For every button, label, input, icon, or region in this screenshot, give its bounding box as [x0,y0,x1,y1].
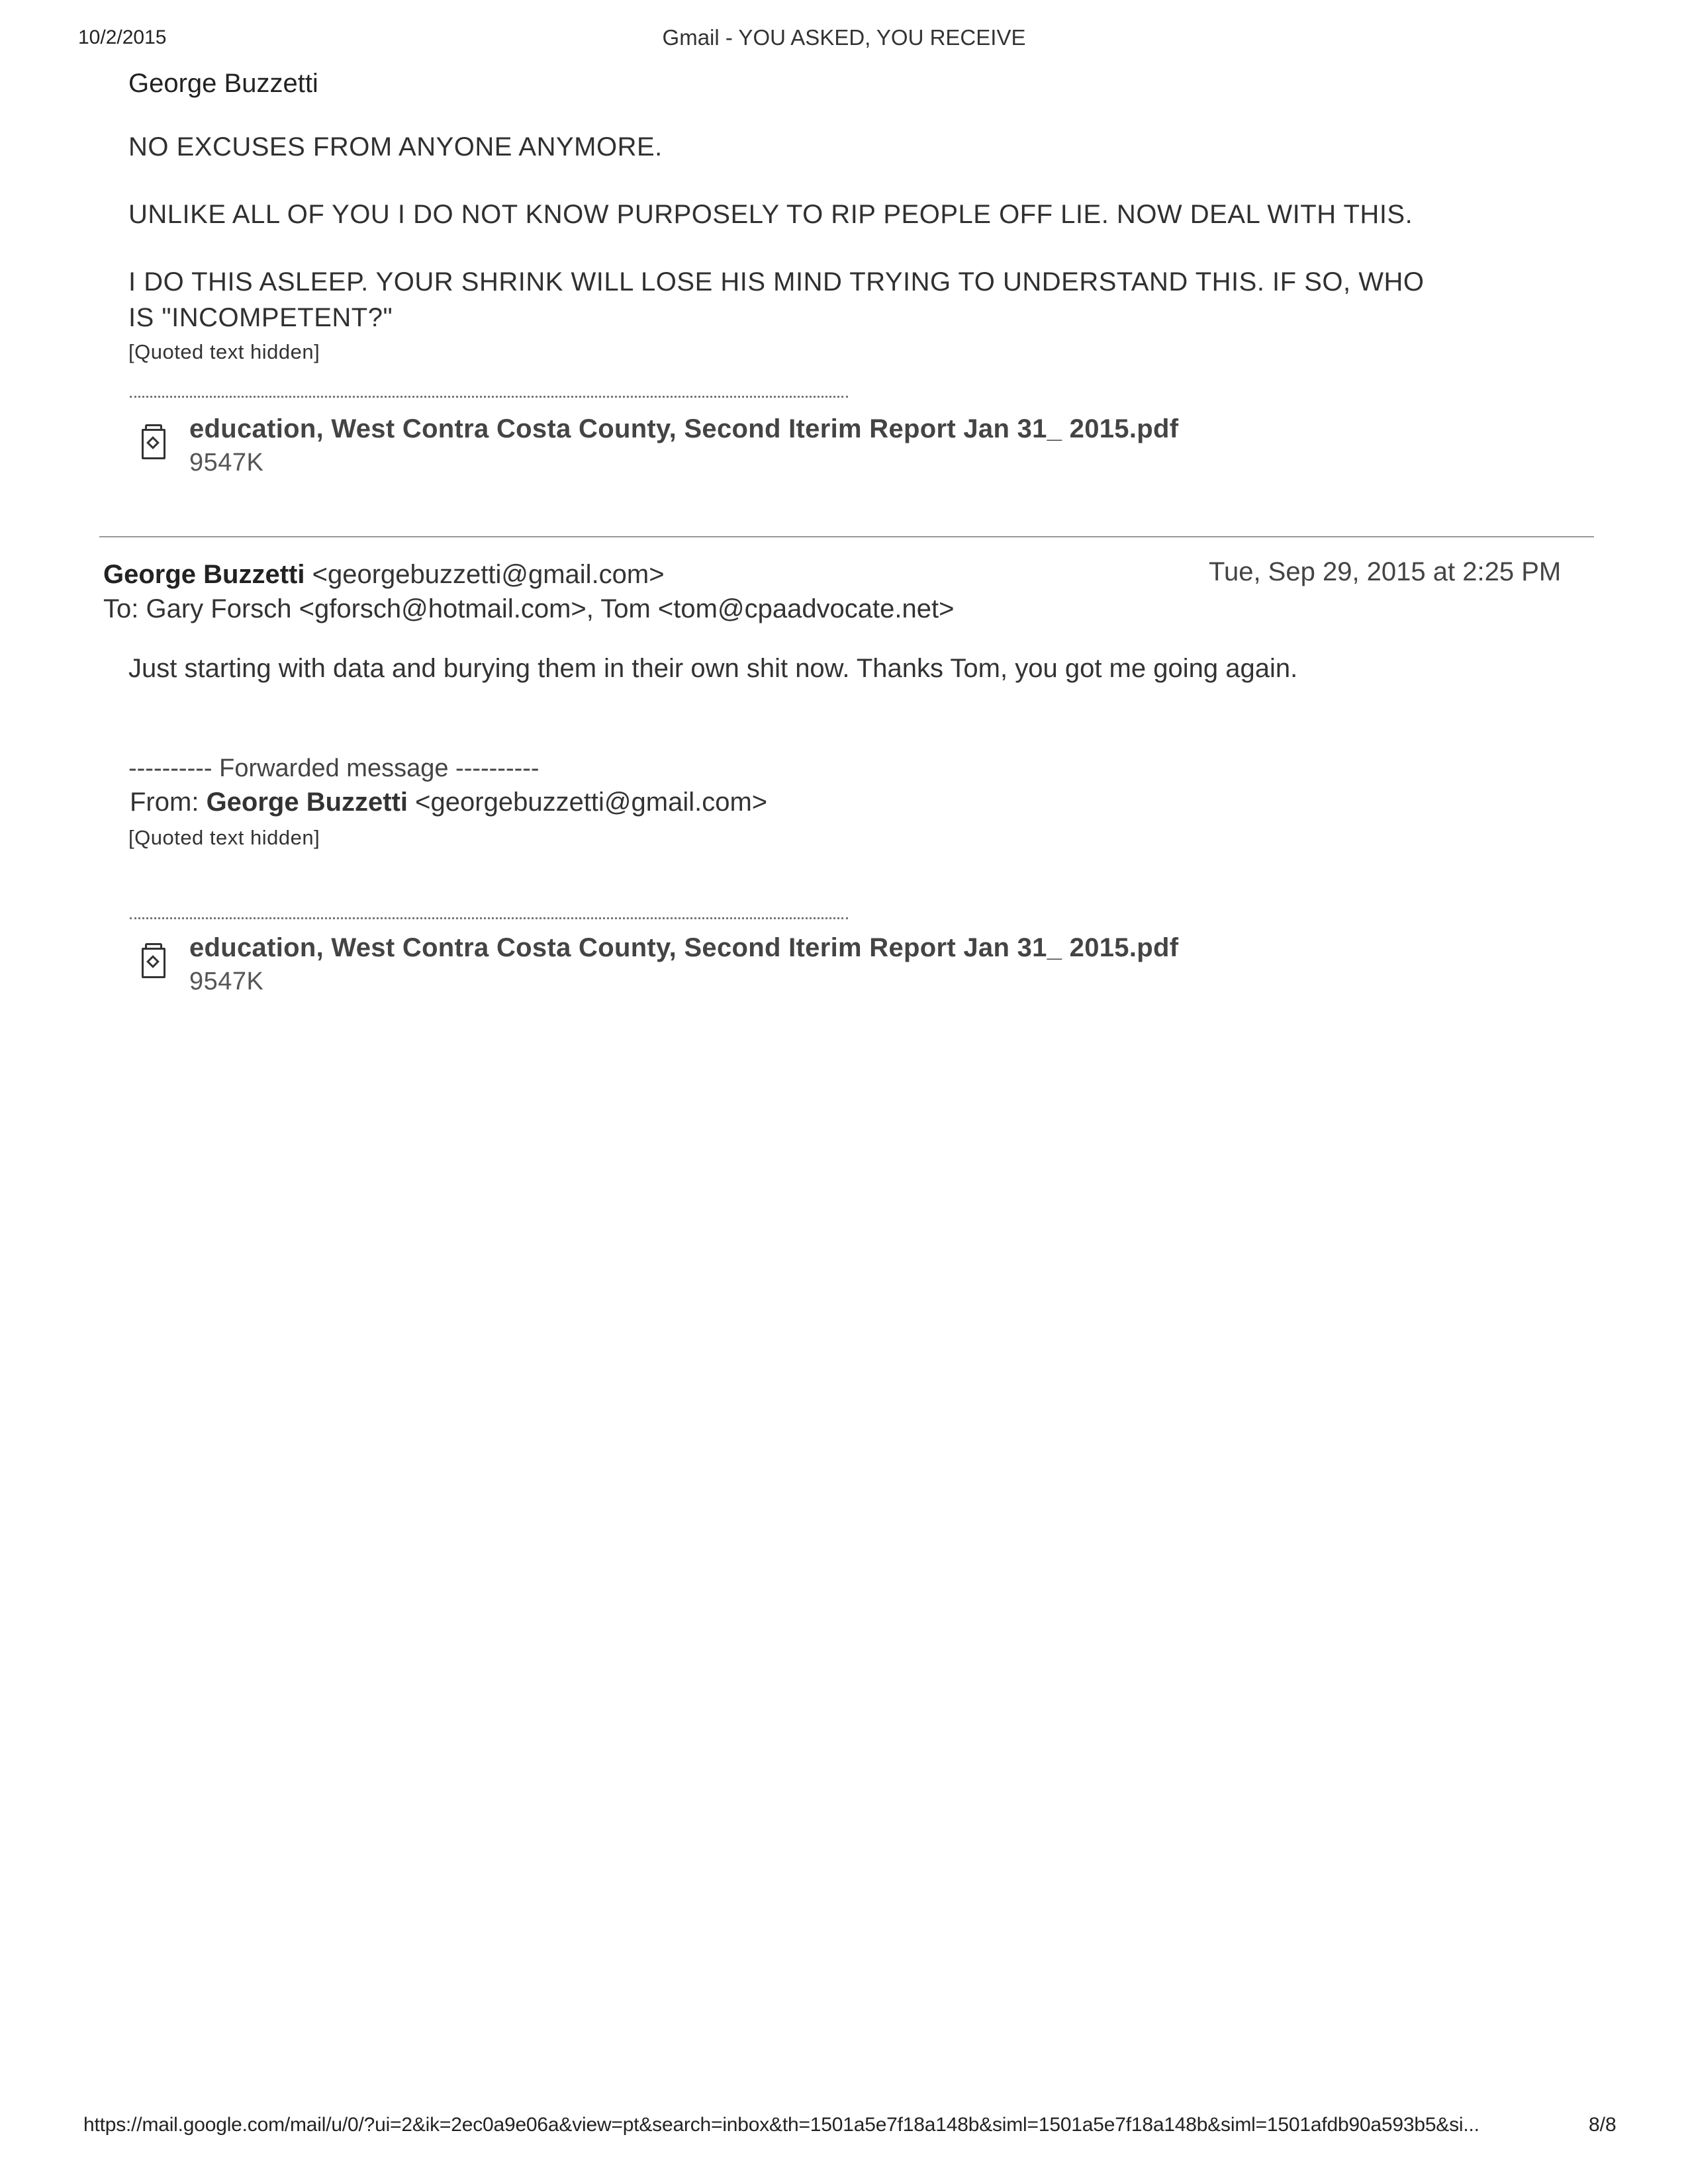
message-body: Just starting with data and burying them in their own shit now. Thanks Tom, you got me going again. [128,654,1298,683]
footer-url: https://mail.google.com/mail/u/0/?ui=2&ik=2ec0a9e06a&view=pt&search=inbox&th=1501a5e7f18a148b&siml=1501a5e7f18a148b&siml=1501afdb90a593b5&si... [83,2114,1479,2136]
message-line: NO EXCUSES FROM ANYONE ANYMORE. [128,132,663,161]
message-line: I DO THIS ASLEEP. YOUR SHRINK WILL LOSE HIS MIND TRYING TO UNDERSTAND THIS. IF SO, WHO [128,267,1425,296]
forwarded-header: ---------- Forwarded message ---------- [128,754,539,782]
forwarded-from [130,788,767,817]
from-name: George Buzzetti [103,560,305,589]
message-divider [99,536,1594,537]
page-number: 8/8 [1589,2114,1617,2136]
pdf-attachment-icon [142,429,165,459]
attachment-size: 9547K [189,968,264,995]
attachment-name[interactable]: education, West Contra Costa County, Second Iterim Report Jan 31_ 2015.pdf [189,414,1179,443]
forwarded-from-email: <georgebuzzetti@gmail.com> [415,788,768,817]
message-line: UNLIKE ALL OF YOU I DO NOT KNOW PURPOSELY TO RIP PEOPLE OFF LIE. NOW DEAL WITH THIS. [128,200,1413,229]
print-title: Gmail - YOU ASKED, YOU RECEIVE [662,25,1026,50]
message-from [103,560,665,590]
message-date: Tue, Sep 29, 2015 at 2:25 PM [1209,557,1562,586]
sender-name: George Buzzetti [128,69,318,98]
quoted-text-toggle[interactable]: [Quoted text hidden] [128,826,320,849]
message-to: To: Gary Forsch <gforsch@hotmail.com>, Tom <tom@cpaadvocate.net> [103,594,955,623]
print-date: 10/2/2015 [78,26,167,48]
forwarded-from-label: From: [130,788,199,817]
from-email: <georgebuzzetti@gmail.com> [312,560,665,589]
message-line: IS "INCOMPETENT?" [128,303,393,332]
pdf-attachment-icon [142,948,165,978]
attachment-divider [130,396,848,398]
forwarded-from-name: George Buzzetti [206,788,408,817]
quoted-text-toggle[interactable]: [Quoted text hidden] [128,340,320,363]
attachment-name[interactable]: education, West Contra Costa County, Second Iterim Report Jan 31_ 2015.pdf [189,933,1179,962]
attachment-size: 9547K [189,449,264,477]
attachment-divider [130,917,848,919]
